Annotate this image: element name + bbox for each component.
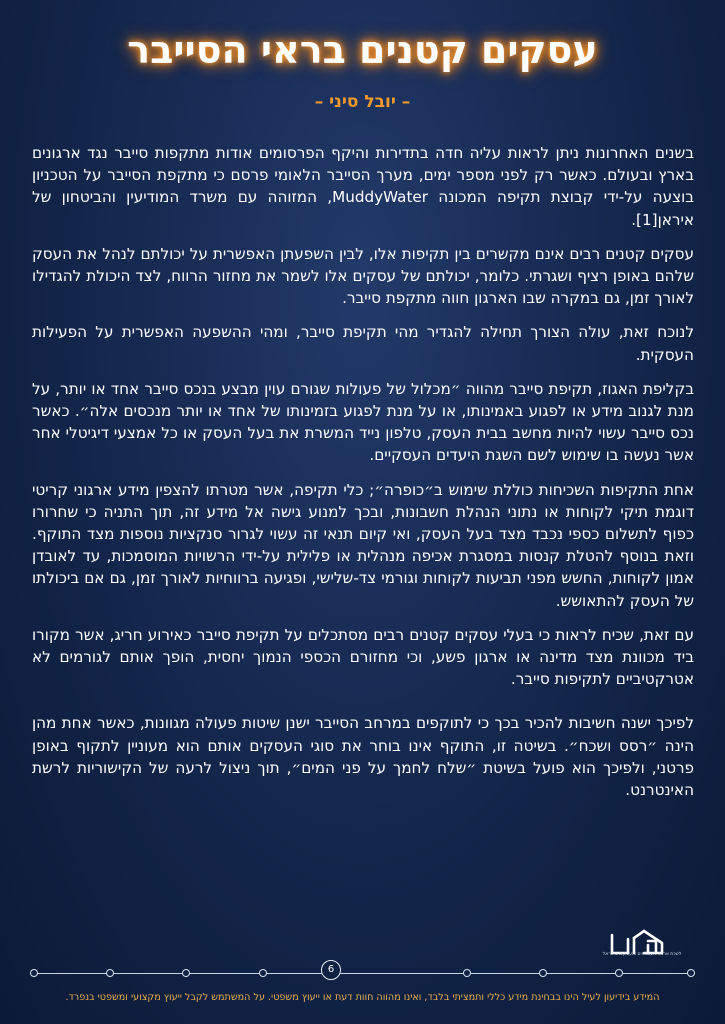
timeline-dot	[687, 969, 695, 977]
paragraph: לנוכח זאת, עולה הצורך תחילה להגדיר מהי תקיפת סייבר, ומהי ההשפעה האפשרית על הפעילות העסקית.	[32, 323, 694, 364]
author-byline: – יובל סיני –	[314, 92, 411, 112]
page-title: עסקים קטנים בראי הסייבר	[127, 28, 598, 72]
page-timeline	[30, 968, 695, 980]
paragraph: בשנים האחרונות ניתן לראות עליה חדה בתדירות והיקף הפרסומים אודות מתקפות סייבר נגד ארגונים בארץ ובעולם. כאשר רק לפני מספר ימים, מערך הסייבר הלאומי פרסם כי מתקפת הסייבר על הטכניון בוצעה על-ידי קבוצת תקיפה המכונה MuddyWater, המזוהה עם משרד המודיעין והביטחון של איראן[1].	[32, 144, 695, 229]
paragraph: בקליפת האגוז, תקיפת סייבר מהווה ״מכלול של פעולות שגורם עוין מבצע בנכס סייבר אחד או יותר, על מנת לגנוב מידע או לפגוע באמינותו, או על מנת לפגוע בזמינותו של אחד או יותר מנכסים אלה״. כאשר נכס סייבר עשוי להיות מחשב בבית העסק, טלפון נייד המשרת את בעל העסק או כל אמצעי דיגיטלי אחר אשר נעשה בו שימוש לשם השגת היעדים העסקיים.	[32, 379, 694, 465]
timeline-dot	[463, 969, 471, 977]
timeline-line	[30, 973, 695, 974]
paragraph: עסקים קטנים רבים אינם מקשרים בין תקיפות אלו, לבין השפעתן האפשרית על יכולתם לנהל את העסק שלהם באופן רציף ושגרתי. כלומר, יכולתם של עסקים אלו לשמר את מחזור הרווח, לצד היכולת להגדילו לאורך זמן, גם במקרה שבו הארגון חווה מתקפת סייבר.	[32, 244, 694, 308]
timeline-dot	[30, 969, 38, 977]
paragraph: עם זאת, שכיח לראות כי בעלי עסקים קטנים רבים מסתכלים על תקיפת סייבר כאירוע חריג, אשר מקורו ביד מכוונת מצד מדינה או ארגון פשע, וכי מחזורם הכספי הנמוך יחסית, הופך אותם לגורמים לא אטרקטיביים לתקיפות סייבר.	[32, 625, 694, 689]
article-body	[32, 142, 694, 813]
timeline-dot	[259, 969, 267, 977]
timeline-dot	[539, 969, 547, 977]
legal-disclaimer: המידע בידיעון לעיל הינו בבחינת מידע כללי ותמציתי בלבד, ואינו מהווה חוות דעת או ייעוץ משפטי. על המשתמש לקבל ייעוץ מקצועי ומשפטי בנפרד.	[65, 992, 660, 1003]
timeline-dot	[182, 969, 190, 977]
timeline-dot	[106, 969, 114, 977]
paragraph: לפיכך ישנה חשיבות להכיר בכך כי לתוקפים במרחב הסייבר ישנן שיטות פעולה מגוונות, כאשר אחת מהן הינה ״רסס ושכח״. בשיטה זו, התוקף אינו בוחר את סוגי העסקים אותם הוא מעוניין לתקוף באופן פרטני, ולפיכך הוא פועל בשיטת ״שלח לחמך על פני המים״, תוך ניצול לרעה של הקישוריות לרשת האינטרנט.	[32, 714, 694, 800]
timeline-dot	[615, 969, 623, 977]
logo-tagline: לשכת ארגוני העצמאים והעסקים בישראל	[602, 952, 682, 957]
paragraph: אחת התקיפות השכיחות כוללת שימוש ב״כופרה״; כלי תקיפה, אשר מטרתו להצפין מידע ארגוני קריטי דוגמת תיקי לקוחות או נתוני הנהלת חשבונות, ובכך למנוע גישה אל מידע זה, תוך התניה כי שחרורו כפוף לתשלום כספי נכבד מצד בעל העסק, ואי קיום תנאי זה עשוי לגרור סנקציות נוספות מצד התוקף. וזאת בנוסף להטלת קנסות במסגרת אכיפה מנהלית או פלילית על-ידי הרשויות המוסמכות, עד לאובדן אמון לקוחות, החשש מפני תביעות לקוחות וגורמי צד-שלישי, ופגיעה ברווחיות לאורך זמן, גם אם ביכולתו של העסק להתאושש.	[32, 480, 694, 610]
page-number: 6	[321, 960, 341, 980]
lahav-logo	[600, 925, 684, 969]
